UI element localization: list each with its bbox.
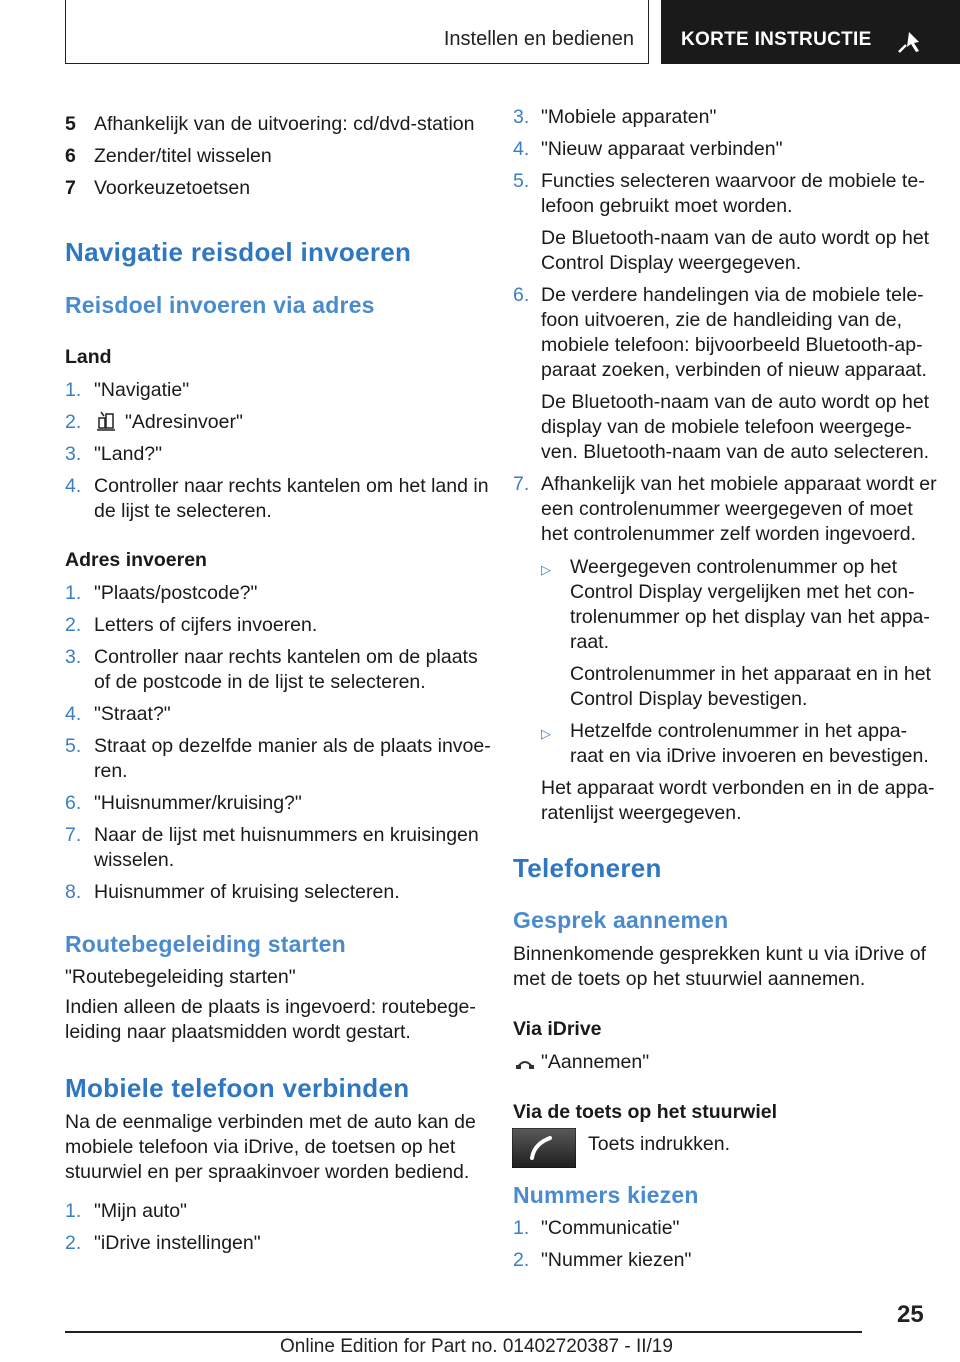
list-number: 2. [65, 411, 82, 433]
list-number: 5. [513, 170, 530, 192]
list-number: 3. [65, 646, 82, 668]
triangle-bullet-icon: ▷ [541, 562, 551, 577]
heading-adres-invoeren: Adres invoeren [65, 549, 207, 571]
heading-mobiele-telefoon: Mobiele telefoon verbinden [65, 1073, 410, 1103]
page-header [0, 0, 960, 64]
list-item: Huisnummer of kruising selecteren. [94, 881, 400, 903]
list-number: 3. [65, 443, 82, 465]
list-number: 2. [513, 1249, 530, 1271]
list-number: 6. [513, 284, 530, 306]
list-number: 4. [513, 138, 530, 160]
list-number: 7. [513, 473, 530, 495]
list-number: 8. [65, 881, 82, 903]
sub-item: raat. [570, 631, 610, 653]
note-line: display van de mobiele telefoon weergege- [541, 416, 912, 438]
list-item: Controller naar rechts kantelen om de plaats [94, 646, 478, 668]
list-number: 7. [65, 824, 82, 846]
heading-reisdoel-adres: Reisdoel invoeren via adres [65, 292, 375, 318]
heading-nummers-kiezen: Nummers kiezen [513, 1182, 699, 1208]
heading-land: Land [65, 346, 112, 368]
chapter-title: KORTE INSTRUCTIE [681, 29, 872, 50]
list-item: het controlenummer zelf worden ingevoerd. [541, 523, 917, 545]
list-number: 5. [65, 735, 82, 757]
phone-handset-icon [514, 1051, 536, 1073]
list-number: 2. [65, 614, 82, 636]
list-item: Naar de lijst met huisnummers en kruisingen [94, 824, 479, 846]
list-item: Afhankelijk van het mobiele apparaat wordt er [541, 473, 937, 495]
list-item: Straat op dezelfde manier als de plaats invoe- [94, 735, 491, 757]
paragraph-line: Indien alleen de plaats is ingevoerd: routebege- [65, 996, 476, 1018]
list-number: 7 [65, 177, 76, 199]
heading-via-toets: Via de toets op het stuurwiel [513, 1101, 778, 1123]
triangle-bullet-icon: ▷ [541, 726, 551, 741]
list-item: Letters of cijfers invoeren. [94, 614, 318, 636]
list-item: "Huisnummer/kruising?" [94, 792, 302, 814]
list-item: ren. [94, 760, 128, 782]
section-tab [65, 0, 649, 64]
list-number: 1. [513, 1217, 530, 1239]
list-item: "Straat?" [94, 703, 171, 725]
list-item: "Communicatie" [541, 1217, 680, 1239]
result-line: Het apparaat wordt verbonden en in de appa- [541, 777, 935, 799]
note-line: ven. Bluetooth-naam van de auto selecteren. [541, 441, 930, 463]
list-item: wisselen. [94, 849, 175, 871]
list-item: Zender/titel wisselen [94, 145, 272, 167]
list-number: 1. [65, 379, 82, 401]
sub-note: Controlenummer in het apparaat en in het [570, 663, 931, 685]
sub-item: trolenummer op het display van het appa- [570, 606, 930, 628]
idrive-action: "Aannemen" [541, 1051, 650, 1073]
paragraph-line: met de toets op het stuurwiel aannemen. [513, 968, 866, 990]
heading-navigatie: Navigatie reisdoel invoeren [65, 237, 412, 267]
list-number: 6. [65, 792, 82, 814]
list-item: "Adresinvoer" [125, 411, 243, 433]
list-item: mobiele telefoon: bijvoorbeeld Bluetooth-ap- [541, 334, 923, 356]
list-item: "Land?" [94, 443, 163, 465]
list-number: 4. [65, 703, 82, 725]
section-title: Instellen en bedienen [443, 28, 634, 50]
heading-telefoneren: Telefoneren [513, 853, 662, 883]
list-item: foon uitvoeren, zie de handleiding van de, [541, 309, 903, 331]
paragraph-line: leiding naar plaatsmidden wordt gestart. [65, 1021, 411, 1043]
page-number: 25 [897, 1301, 924, 1328]
list-item: "Mobiele apparaten" [541, 106, 717, 128]
heading-via-idrive: Via iDrive [513, 1018, 602, 1040]
list-item: "Mijn auto" [94, 1200, 187, 1222]
footer-divider [65, 1331, 862, 1333]
list-item: een controlenummer weergegeven of moet [541, 498, 913, 520]
list-item: "Nummer kiezen" [541, 1249, 692, 1271]
paragraph-line: "Routebegeleiding starten" [65, 966, 296, 988]
paragraph-line: stuurwiel en per spraakinvoer worden bediend. [65, 1161, 470, 1183]
list-item: "Navigatie" [94, 379, 190, 401]
list-item: de lijst te selecteren. [94, 500, 272, 522]
result-line: ratenlijst weergegeven. [541, 802, 742, 824]
note-line: De Bluetooth-naam van de auto wordt op het [541, 391, 930, 413]
note-line: De Bluetooth-naam van de auto wordt op het [541, 227, 930, 249]
list-number: 3. [513, 106, 530, 128]
list-item: Controller naar rechts kantelen om het land in [94, 475, 489, 497]
heading-gesprek-aannemen: Gesprek aannemen [513, 907, 729, 933]
list-number: 2. [65, 1232, 82, 1254]
steering-wheel-phone-button-icon [512, 1128, 576, 1168]
heading-routebegeleiding: Routebegeleiding starten [65, 931, 346, 957]
list-number: 4. [65, 475, 82, 497]
list-item: Afhankelijk van de uitvoering: cd/dvd-station [94, 113, 475, 135]
sub-item: raat en via iDrive invoeren en bevestigen. [570, 745, 929, 767]
address-map-icon [95, 410, 117, 432]
sub-note: Control Display bevestigen. [570, 688, 808, 710]
sub-item: Control Display vergelijken met het con- [570, 581, 915, 603]
note-line: Control Display weergegeven. [541, 252, 802, 274]
list-item: of de postcode in de lijst te selecteren. [94, 671, 426, 693]
button-instruction: Toets indrukken. [588, 1133, 730, 1155]
list-item: Voorkeuzetoetsen [94, 177, 251, 199]
list-item: Functies selecteren waarvoor de mobiele te- [541, 170, 925, 192]
list-item: lefoon gebruikt moet worden. [541, 195, 793, 217]
list-number: 1. [65, 582, 82, 604]
edition-text: Online Edition for Part no. 01402720387 - II/19 [280, 1336, 673, 1357]
paragraph-line: mobiele telefoon via iDrive, de toetsen op het [65, 1136, 456, 1158]
list-item: "Plaats/postcode?" [94, 582, 258, 604]
list-item: De verdere handelingen via de mobiele tele- [541, 284, 924, 306]
paragraph-line: Binnenkomende gesprekken kunt u via iDrive of [513, 943, 926, 965]
list-item: "Nieuw apparaat verbinden" [541, 138, 783, 160]
list-number: 5 [65, 113, 76, 135]
paragraph-line: Na de eenmalige verbinden met de auto kan de [65, 1111, 476, 1133]
sub-item: Hetzelfde controlenummer in het appa- [570, 720, 908, 742]
list-item: paraat zoeken, verbinden of nieuw apparaat. [541, 359, 927, 381]
list-item: "iDrive instellingen" [94, 1232, 261, 1254]
sub-item: Weergegeven controlenummer op het [570, 556, 897, 578]
list-number: 6 [65, 145, 76, 167]
lightning-icon [897, 31, 921, 53]
list-number: 1. [65, 1200, 82, 1222]
